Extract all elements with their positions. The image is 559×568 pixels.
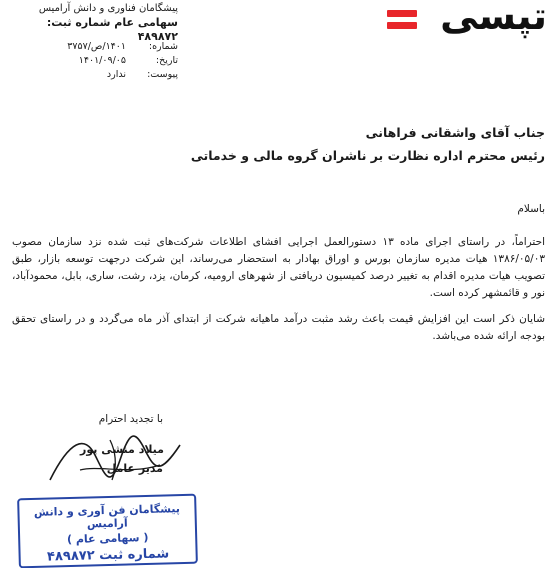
stamp-registration: شماره ثبت ۴۸۹۸۷۲ — [46, 546, 170, 565]
signer-name: میلاد منشی پور — [80, 443, 164, 456]
meta-number-value: ۱۴۰۱/ص/۳۷۵۷ — [67, 41, 126, 52]
company-name: پیشگامان فناوری و دانش آرامیس — [38, 3, 178, 14]
stamp-company: پیشگامان فن آوری و دانش آرامیس — [33, 502, 181, 531]
logo-text: تپسی — [440, 0, 547, 38]
meta-date-label: تاریخ: — [155, 55, 178, 66]
closing-phrase: با تجدید احترام — [98, 413, 163, 425]
recipient-block — [191, 121, 545, 167]
meta-date-row — [28, 54, 178, 68]
logo-bar-top — [387, 10, 417, 17]
meta-attachment-value: ندارد — [106, 69, 126, 80]
body-paragraph-2: شایان ذکر است این افزایش قیمت باعث رشد مثبت درآمد ماهیانه شرکت از ابتدای آذر ماه می‌گردد و در راستای تحقق بودجه ارائه شده می‌باشد. — [12, 313, 545, 342]
meta-number-label: شماره: — [148, 41, 178, 52]
meta-date-value: ۱۴۰۱/۰۹/۰۵ — [78, 55, 126, 66]
meta-number-row — [28, 40, 178, 54]
company-registration: سهامی عام شماره ثبت: ۴۸۹۸۷۲ — [46, 16, 178, 43]
logo-bar-bottom — [387, 22, 417, 29]
greeting: باسلام — [517, 203, 545, 215]
body-paragraph-1: احتراماً، در راستای اجرای ماده ۱۳ دستورالعمل اجرایی افشای اطلاعات شرکت‌های ثبت شده نزد سازمان مصوب ۱۳۸۶/۰۵/۰۳ هیات مدیره سازمان بورس و اوراق بهادار به استحضار می‌رساند، این شرکت درجهت توسعه بازار، طبق تصویب هیات مدیره اقدام به تغییر درصد کمیسیون دریافتی از شهرهای ارومیه، کرمان، یزد، رشت، ساری، بابل، محمودآباد، نور و قائمشهر کرده است. — [12, 236, 545, 299]
signer-title: مدیر عامل — [106, 462, 163, 475]
company-stamp — [17, 494, 198, 568]
stamp-type: ( سهامی عام ) — [66, 530, 149, 547]
meta-attachment-label: پیوست: — [147, 69, 178, 80]
company-header — [8, 2, 178, 44]
handwritten-signature — [40, 420, 190, 500]
recipient-name: جناب آقای واشقانی فراهانی — [365, 125, 545, 140]
meta-attachment-row — [28, 68, 178, 82]
recipient-title: رئیس محترم اداره نظارت بر ناشران گروه مالی و خدماتی — [190, 148, 545, 163]
letter-meta — [28, 40, 178, 82]
letter-body — [12, 234, 545, 345]
tapsi-logo — [387, 2, 547, 42]
